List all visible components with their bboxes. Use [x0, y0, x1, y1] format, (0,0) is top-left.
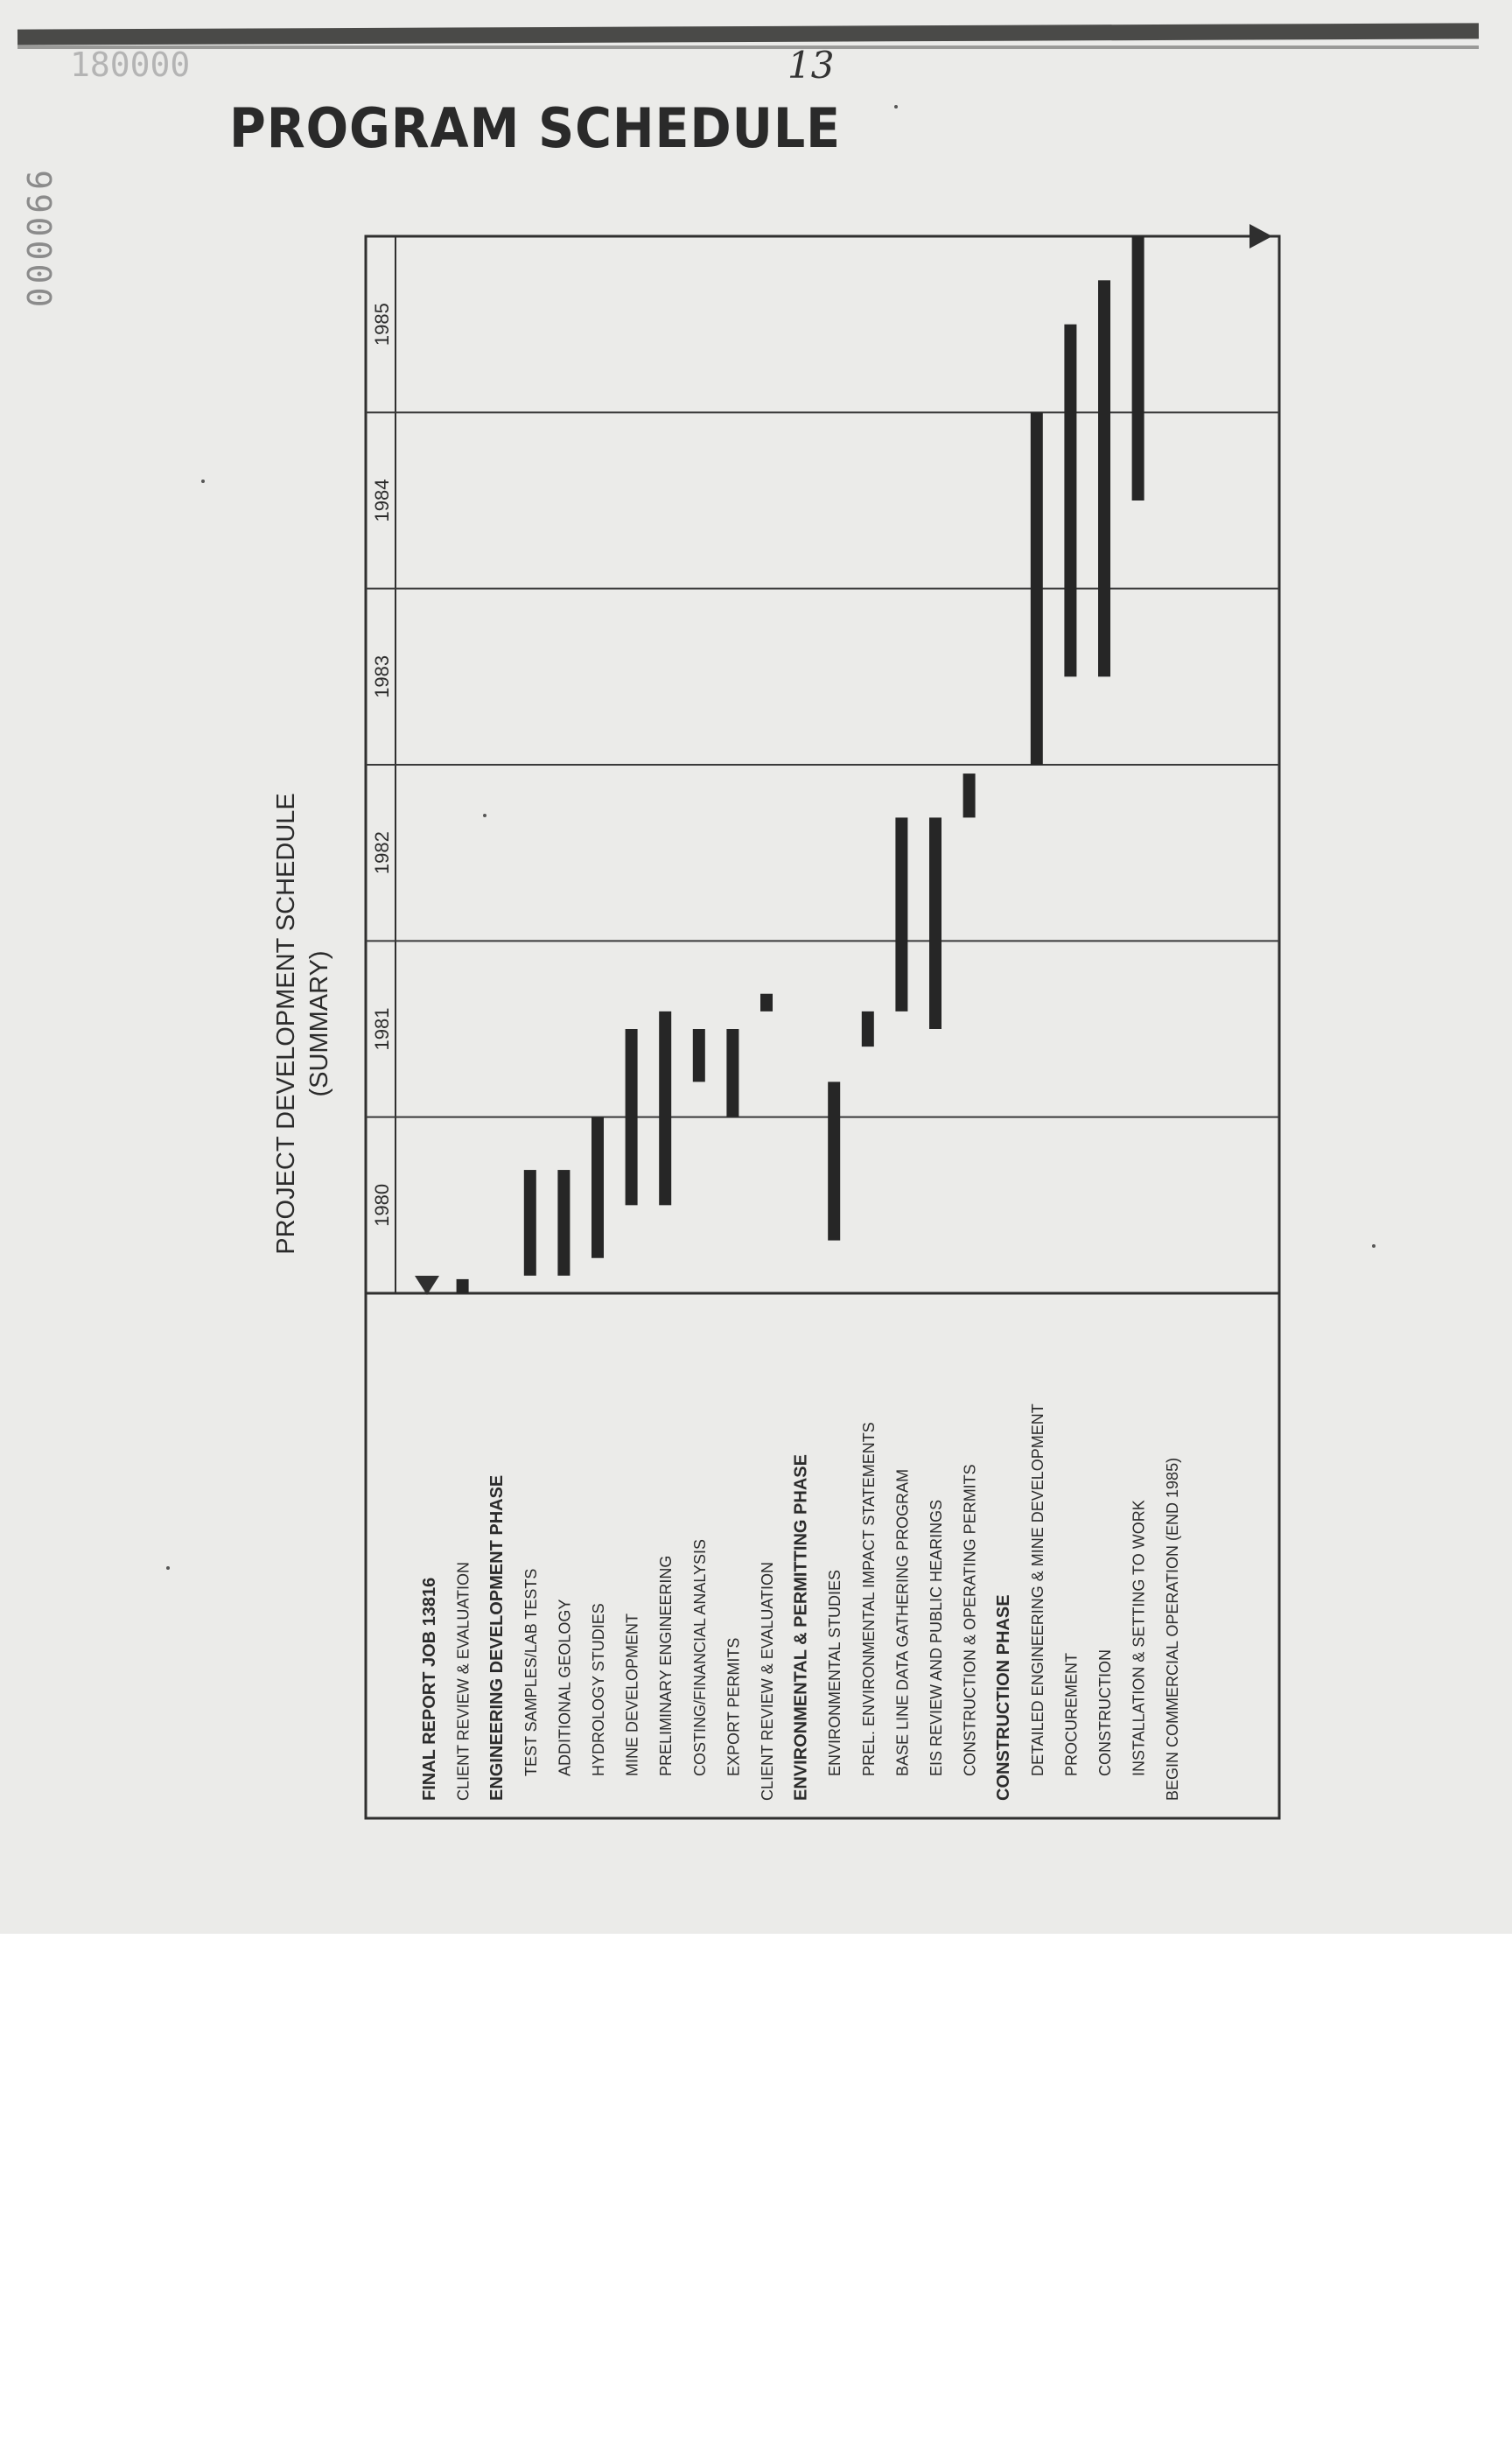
task-label: TEST SAMPLES/LAB TESTS — [522, 1568, 540, 1776]
task-bar — [457, 1279, 469, 1293]
task-label: INSTALLATION & SETTING TO WORK — [1130, 1500, 1148, 1776]
task-label: BASE LINE DATA GATHERING PROGRAM — [893, 1468, 912, 1776]
task-bar — [1064, 325, 1076, 677]
task-label: CONSTRUCTION PHASE — [994, 1594, 1014, 1801]
year-tick-label: 1984 — [371, 479, 393, 522]
task-label: ENVIRONMENTAL STUDIES — [826, 1569, 844, 1776]
task-bar — [557, 1170, 570, 1276]
task-bar — [626, 1029, 638, 1205]
task-label: CONSTRUCTION & OPERATING PERMITS — [961, 1464, 979, 1776]
task-label: FINAL REPORT JOB 13816 — [420, 1577, 439, 1801]
task-bar — [828, 1082, 840, 1240]
task-bar — [592, 1117, 604, 1258]
task-label: ENGINEERING DEVELOPMENT PHASE — [487, 1474, 508, 1801]
task-label: EIS REVIEW AND PUBLIC HEARINGS — [928, 1499, 945, 1776]
task-label: HYDROLOGY STUDIES — [590, 1603, 607, 1776]
task-label: DETAILED ENGINEERING & MINE DEVELOPMENT — [1028, 1404, 1046, 1776]
page-heading: PROGRAM SCHEDULE — [229, 96, 842, 160]
task-label: CONSTRUCTION — [1096, 1649, 1114, 1776]
task-label: PRELIMINARY ENGINEERING — [657, 1555, 676, 1776]
side-document-code: 000066 — [21, 166, 60, 308]
task-bar — [862, 1012, 874, 1046]
task-label: CLIENT REVIEW & EVALUATION — [454, 1561, 472, 1801]
year-tick-label: 1982 — [371, 831, 393, 875]
task-bar — [1132, 236, 1144, 500]
task-label: ENVIRONMENTAL & PERMITTING PHASE — [791, 1454, 811, 1801]
task-label: MINE DEVELOPMENT — [623, 1613, 641, 1776]
task-label: PROCUREMENT — [1062, 1652, 1081, 1776]
chart-subtitle: (SUMMARY) — [305, 950, 333, 1097]
task-label: ADDITIONAL GEOLOGY — [556, 1599, 574, 1776]
task-label: EXPORT PERMITS — [724, 1637, 743, 1776]
task-bar — [963, 774, 976, 817]
page-number: 13 — [788, 44, 835, 87]
faded-document-code: 180000 — [70, 46, 191, 84]
task-bar — [659, 1012, 671, 1205]
task-bar — [895, 817, 907, 1011]
year-tick-label: 1983 — [371, 654, 393, 698]
end-milestone-marker — [1250, 224, 1272, 248]
task-label: COSTING/FINANCIAL ANALYSIS — [690, 1538, 709, 1776]
year-tick-label: 1981 — [371, 1007, 393, 1051]
task-bar — [760, 994, 773, 1012]
task-bar — [524, 1170, 536, 1276]
task-label: BEGIN COMMERCIAL OPERATION (END 1985) — [1164, 1457, 1182, 1801]
year-tick-label: 1985 — [371, 303, 393, 346]
task-label: PREL. ENVIRONMENTAL IMPACT STATEMENTS — [859, 1422, 878, 1776]
year-tick-label: 1980 — [371, 1183, 393, 1227]
chart-title: PROJECT DEVELOPMENT SCHEDULE — [272, 793, 300, 1255]
task-bar — [1098, 280, 1110, 676]
task-bar — [726, 1029, 738, 1117]
task-bar — [929, 817, 942, 1029]
task-label: CLIENT REVIEW & EVALUATION — [759, 1561, 776, 1801]
task-bar — [1031, 412, 1043, 765]
task-bar — [693, 1029, 705, 1082]
